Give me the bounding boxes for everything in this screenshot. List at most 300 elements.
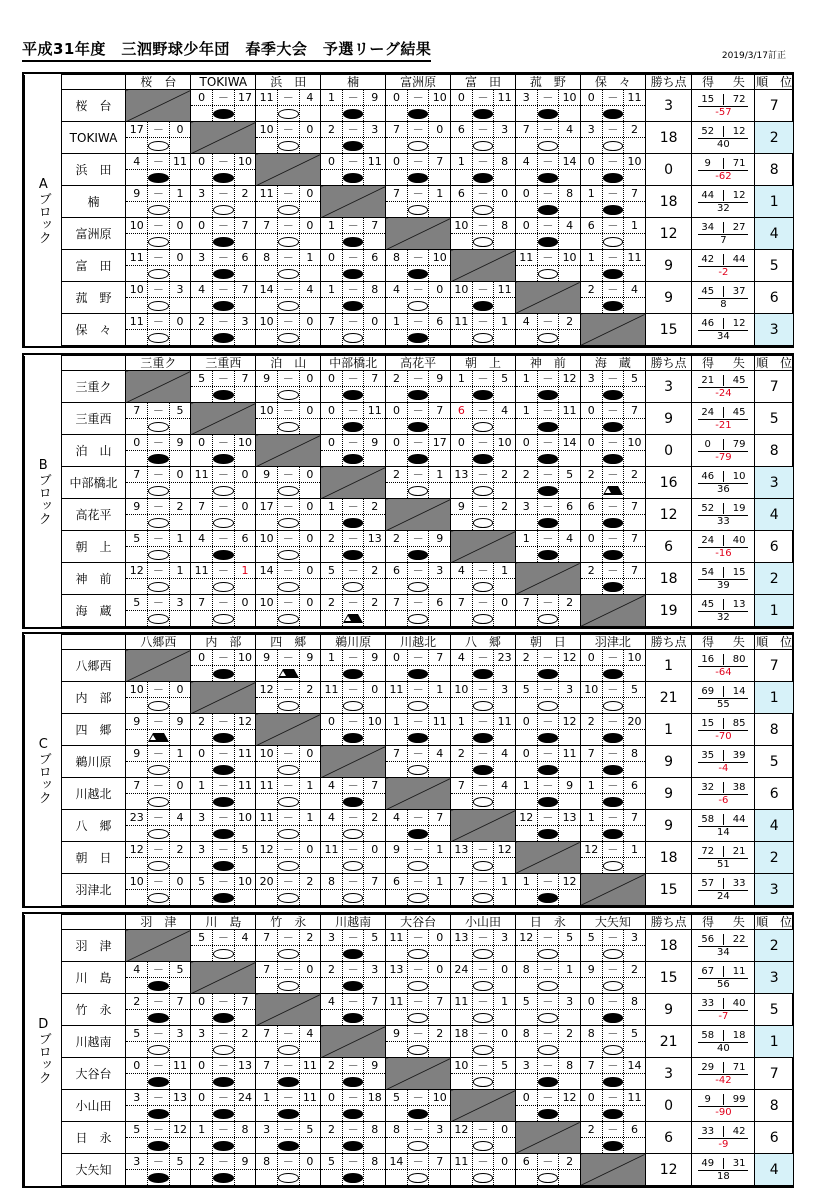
score-separator: － [472, 1122, 495, 1137]
score-separator: － [407, 1090, 430, 1105]
score-opponent: 13 [237, 1059, 252, 1072]
score-separator: － [407, 810, 430, 825]
score-opponent: 0 [306, 532, 314, 545]
match-cell [321, 810, 386, 842]
match-cell [191, 1122, 256, 1154]
loss-dot-icon [278, 1109, 299, 1119]
win-circle-icon [148, 797, 169, 807]
score-separator: － [407, 531, 430, 546]
goals-for: 33 [692, 1126, 723, 1137]
loss-dot-icon [538, 550, 559, 560]
rank-value: 1 [755, 186, 794, 218]
team-column-header: 八郷西 [126, 635, 191, 650]
match-cell [386, 314, 451, 346]
score-separator: － [537, 810, 560, 825]
points-value: 3 [645, 90, 692, 122]
score-separator: － [342, 403, 365, 418]
score-separator: － [147, 1122, 170, 1137]
score-opponent: 9 [436, 372, 444, 385]
loss-dot-icon [538, 109, 559, 119]
score-own: 7 [133, 779, 141, 792]
win-circle-icon [278, 333, 299, 343]
match-cell [126, 186, 191, 218]
goal-difference: -6 [698, 794, 748, 806]
win-circle-icon [473, 1013, 494, 1023]
win-circle-icon [538, 1173, 559, 1183]
score-opponent: 8 [371, 1155, 379, 1168]
score-own: 14 [259, 283, 274, 296]
match-cell [321, 122, 386, 154]
match-cell [580, 1090, 645, 1122]
score-opponent: 3 [501, 931, 509, 944]
score-opponent: 2 [630, 963, 638, 976]
loss-dot-icon [213, 893, 234, 903]
points-value: 21 [645, 1026, 692, 1058]
goals-against: 11 [732, 965, 746, 977]
match-cell [515, 122, 580, 154]
match-cell [126, 746, 191, 778]
goals-against: 12 [732, 189, 746, 201]
goal-difference: -42 [698, 1074, 748, 1086]
score-separator: － [537, 930, 560, 945]
score-own: 0 [522, 715, 530, 728]
score-opponent: 1 [306, 811, 314, 824]
loss-dot-icon [603, 582, 624, 592]
score-separator: － [472, 563, 495, 578]
score-opponent: 10 [627, 436, 642, 449]
team-name: 三重ク [61, 371, 126, 403]
match-cell [256, 90, 321, 122]
goals-cell [692, 563, 755, 595]
team-column-header: 楠 [321, 75, 386, 90]
score-separator: － [602, 1026, 625, 1041]
team-name: 大谷台 [61, 1058, 126, 1090]
score-own: 2 [587, 564, 595, 577]
score-opponent: 11 [562, 747, 577, 760]
points-value: 3 [645, 371, 692, 403]
score-own: 1 [522, 372, 530, 385]
match-cell [126, 874, 191, 906]
points-value: 15 [645, 314, 692, 346]
score-own: 9 [263, 651, 271, 664]
win-circle-icon [408, 1045, 429, 1055]
match-cell [191, 282, 256, 314]
score-own: 3 [198, 251, 206, 264]
score-separator: － [537, 122, 560, 137]
score-separator: － [212, 714, 235, 729]
score-opponent: 0 [306, 500, 314, 513]
score-own: 10 [454, 219, 469, 232]
points-value: 18 [645, 842, 692, 874]
rank-value: 5 [755, 746, 794, 778]
score-own: 9 [263, 372, 271, 385]
score-separator: － [472, 842, 495, 857]
score-own: 6 [392, 875, 400, 888]
score-separator: － [537, 531, 560, 546]
goals-against: 44 [732, 813, 746, 825]
loss-dot-icon [538, 893, 559, 903]
match-cell [580, 282, 645, 314]
win-circle-icon [278, 701, 299, 711]
score-own: 0 [328, 1091, 336, 1104]
score-own: 3 [198, 843, 206, 856]
rank-value: 4 [755, 499, 794, 531]
points-value: 12 [645, 499, 692, 531]
rank-value: 2 [755, 930, 794, 962]
score-opponent: 2 [630, 468, 638, 481]
match-cell [386, 435, 451, 467]
loss-dot-icon [473, 109, 494, 119]
header-corner [61, 635, 126, 650]
score-opponent: 1 [501, 875, 509, 888]
rank-value: 8 [755, 435, 794, 467]
score-separator: － [407, 595, 430, 610]
self-match-cell [126, 371, 191, 403]
score-own: 7 [263, 931, 271, 944]
win-circle-icon [278, 861, 299, 871]
goal-difference: 7 [698, 234, 748, 246]
goals-against-header: 失 [732, 634, 745, 649]
team-row [25, 314, 794, 346]
score-own: 23 [129, 811, 144, 824]
match-cell [580, 930, 645, 962]
score-own: 13 [454, 931, 469, 944]
score-opponent: 12 [497, 843, 512, 856]
score-own: 0 [328, 251, 336, 264]
match-cell [451, 778, 516, 810]
score-opponent: 0 [306, 123, 314, 136]
score-opponent: 9 [371, 651, 379, 664]
match-cell [126, 122, 191, 154]
score-own: 17 [259, 500, 274, 513]
win-circle-icon [278, 518, 299, 528]
match-cell [256, 842, 321, 874]
goal-difference: -7 [698, 1010, 748, 1022]
win-circle-icon [538, 614, 559, 624]
team-column-header: 浜 田 [256, 75, 321, 90]
win-circle-icon [148, 893, 169, 903]
score-own: 11 [194, 468, 209, 481]
score-own: 24 [454, 963, 469, 976]
win-circle-icon [278, 829, 299, 839]
loss-dot-icon [473, 301, 494, 311]
match-cell [580, 531, 645, 563]
win-circle-icon [278, 237, 299, 247]
loss-dot-icon [538, 669, 559, 679]
rank-value: 1 [755, 682, 794, 714]
score-opponent: 1 [436, 843, 444, 856]
score-own: 0 [587, 91, 595, 104]
self-match-cell [451, 1090, 516, 1122]
score-own: 1 [198, 779, 206, 792]
match-cell [191, 531, 256, 563]
self-match-cell [126, 650, 191, 682]
match-cell [386, 810, 451, 842]
rank-value: 8 [755, 714, 794, 746]
score-opponent: 11 [237, 747, 252, 760]
score-separator: － [212, 994, 235, 1009]
match-cell [126, 994, 191, 1026]
score-own: 4 [392, 283, 400, 296]
score-own: 11 [389, 995, 404, 1008]
goal-difference: -2 [698, 266, 748, 278]
score-own: 1 [522, 875, 530, 888]
team-name: 朝 上 [61, 531, 126, 563]
revision-date: 2019/3/17訂正 [721, 51, 786, 61]
score-separator: － [602, 930, 625, 945]
goals-against: 10 [732, 470, 746, 482]
score-own: 7 [587, 747, 595, 760]
loss-dot-icon [343, 109, 364, 119]
score-opponent: 6 [630, 1123, 638, 1136]
goals-for: 9 [692, 158, 723, 169]
match-cell [126, 1122, 191, 1154]
team-row [25, 778, 794, 810]
loss-dot-icon [603, 765, 624, 775]
win-circle-icon [278, 582, 299, 592]
score-opponent: 0 [176, 875, 184, 888]
match-cell [515, 778, 580, 810]
points-value: 0 [645, 154, 692, 186]
score-separator: － [602, 962, 625, 977]
goal-difference: -24 [698, 387, 748, 399]
match-cell [580, 810, 645, 842]
match-cell [515, 930, 580, 962]
score-opponent: 9 [371, 1059, 379, 1072]
match-cell [386, 467, 451, 499]
score-own: 6 [457, 404, 465, 417]
score-opponent: 0 [306, 315, 314, 328]
goals-for: 58 [692, 814, 723, 825]
score-opponent: 0 [306, 468, 314, 481]
score-separator: － [277, 186, 300, 201]
score-own: 2 [392, 468, 400, 481]
team-column-header: 八 郷 [451, 635, 516, 650]
score-separator: － [212, 930, 235, 945]
score-own: 8 [522, 1027, 530, 1040]
score-opponent: 2 [176, 843, 184, 856]
goals-against: 33 [732, 877, 746, 889]
score-opponent: 1 [436, 683, 444, 696]
score-own: 7 [133, 404, 141, 417]
score-opponent: 17 [237, 91, 252, 104]
win-circle-icon [213, 614, 234, 624]
points-value: 12 [645, 218, 692, 250]
win-circle-icon [278, 765, 299, 775]
score-own: 2 [198, 315, 206, 328]
score-own: 11 [519, 251, 534, 264]
score-opponent: 18 [367, 1091, 382, 1104]
score-opponent: 11 [302, 1059, 317, 1072]
goal-difference: 51 [698, 858, 748, 870]
win-circle-icon [213, 1045, 234, 1055]
match-cell [126, 563, 191, 595]
goals-header [692, 635, 755, 650]
score-separator: － [472, 746, 495, 761]
score-own: 10 [454, 683, 469, 696]
match-cell [191, 154, 256, 186]
win-circle-icon [603, 701, 624, 711]
score-separator: － [537, 650, 560, 665]
score-separator: － [212, 874, 235, 889]
points-header: 勝ち点 [645, 356, 692, 371]
score-separator: － [277, 810, 300, 825]
score-own: 3 [522, 91, 530, 104]
loss-dot-icon [408, 333, 429, 343]
match-cell [191, 842, 256, 874]
score-separator: － [212, 435, 235, 450]
match-cell [321, 595, 386, 627]
score-own: 4 [133, 963, 141, 976]
match-cell [126, 595, 191, 627]
win-circle-icon [408, 141, 429, 151]
score-separator: － [537, 467, 560, 482]
score-own: 0 [522, 187, 530, 200]
team-name: 神 前 [61, 563, 126, 595]
rank-value: 6 [755, 531, 794, 563]
team-name: 日 永 [61, 1122, 126, 1154]
score-own: 4 [522, 155, 530, 168]
match-cell [515, 1026, 580, 1058]
score-own: 1 [392, 315, 400, 328]
score-own: 10 [454, 283, 469, 296]
team-row [25, 1122, 794, 1154]
match-cell [256, 499, 321, 531]
match-cell [451, 154, 516, 186]
win-circle-icon [603, 981, 624, 991]
match-cell [515, 154, 580, 186]
win-circle-icon [278, 486, 299, 496]
score-own: 8 [392, 1123, 400, 1136]
score-separator: － [342, 842, 365, 857]
score-opponent: 0 [176, 683, 184, 696]
score-separator: － [472, 467, 495, 482]
score-own: 8 [392, 251, 400, 264]
score-opponent: 7 [241, 995, 249, 1008]
match-cell [451, 962, 516, 994]
match-cell [321, 778, 386, 810]
win-circle-icon [473, 237, 494, 247]
match-cell [191, 1058, 256, 1090]
score-own: 11 [389, 931, 404, 944]
loss-dot-icon [473, 390, 494, 400]
match-cell [126, 218, 191, 250]
league-block [22, 353, 794, 629]
score-own: 1 [457, 372, 465, 385]
match-cell [451, 314, 516, 346]
loss-dot-icon [473, 454, 494, 464]
win-circle-icon [473, 981, 494, 991]
team-row [25, 746, 794, 778]
score-own: 5 [392, 1091, 400, 1104]
score-own: 9 [457, 500, 465, 513]
score-opponent: 10 [432, 251, 447, 264]
win-circle-icon [473, 614, 494, 624]
loss-dot-icon [603, 205, 624, 215]
score-separator: － [147, 714, 170, 729]
match-cell [515, 403, 580, 435]
score-own: 17 [129, 123, 144, 136]
score-opponent: 4 [306, 283, 314, 296]
match-cell [451, 1122, 516, 1154]
score-separator: － [277, 314, 300, 329]
match-cell [126, 842, 191, 874]
goals-header [692, 75, 755, 90]
team-name: 菰 野 [61, 282, 126, 314]
match-cell [126, 282, 191, 314]
loss-dot-icon [603, 797, 624, 807]
win-circle-icon [148, 614, 169, 624]
score-opponent: 23 [497, 651, 512, 664]
match-cell [515, 250, 580, 282]
score-own: 3 [133, 1091, 141, 1104]
block-name: Dブロック [25, 915, 62, 1186]
score-opponent: 1 [176, 187, 184, 200]
match-cell [191, 218, 256, 250]
score-own: 11 [129, 315, 144, 328]
score-own: 2 [522, 651, 530, 664]
team-column-header: 大谷台 [386, 915, 451, 930]
score-own: 12 [259, 843, 274, 856]
score-own: 11 [389, 683, 404, 696]
score-opponent: 0 [306, 1155, 314, 1168]
score-opponent: 11 [497, 715, 512, 728]
team-column-header: 日 永 [515, 915, 580, 930]
score-separator: － [277, 874, 300, 889]
match-cell [386, 994, 451, 1026]
score-separator: － [602, 1058, 625, 1073]
match-cell [451, 595, 516, 627]
loss-dot-icon [213, 1013, 234, 1023]
score-opponent: 1 [436, 187, 444, 200]
win-circle-icon [148, 1045, 169, 1055]
score-own: 7 [392, 596, 400, 609]
score-separator: － [277, 282, 300, 297]
team-name: 中部橋北 [61, 467, 126, 499]
team-name: 朝 日 [61, 842, 126, 874]
score-own: 7 [198, 500, 206, 513]
win-circle-icon [148, 550, 169, 560]
score-opponent: 8 [501, 219, 509, 232]
match-cell [126, 467, 191, 499]
score-separator: － [472, 650, 495, 665]
draw-triangle-icon [603, 486, 624, 495]
score-separator: － [147, 563, 170, 578]
match-cell [386, 1026, 451, 1058]
score-opponent: 10 [497, 436, 512, 449]
score-separator: － [277, 1090, 300, 1105]
score-own: 7 [522, 596, 530, 609]
loss-dot-icon [343, 1013, 364, 1023]
score-opponent: 12 [562, 715, 577, 728]
goals-for: 52 [692, 503, 723, 514]
team-name: 三重西 [61, 403, 126, 435]
loss-dot-icon [538, 486, 559, 496]
score-opponent: 0 [436, 963, 444, 976]
score-own: 1 [198, 1123, 206, 1136]
win-circle-icon [538, 981, 559, 991]
match-cell [451, 1026, 516, 1058]
goals-against: 18 [732, 1029, 746, 1041]
score-opponent: 11 [367, 155, 382, 168]
loss-dot-icon [408, 422, 429, 432]
score-opponent: 0 [176, 468, 184, 481]
win-circle-icon [473, 949, 494, 959]
goal-difference: -21 [698, 419, 748, 431]
rank-value: 4 [755, 810, 794, 842]
match-cell [321, 371, 386, 403]
score-own: 2 [587, 468, 595, 481]
